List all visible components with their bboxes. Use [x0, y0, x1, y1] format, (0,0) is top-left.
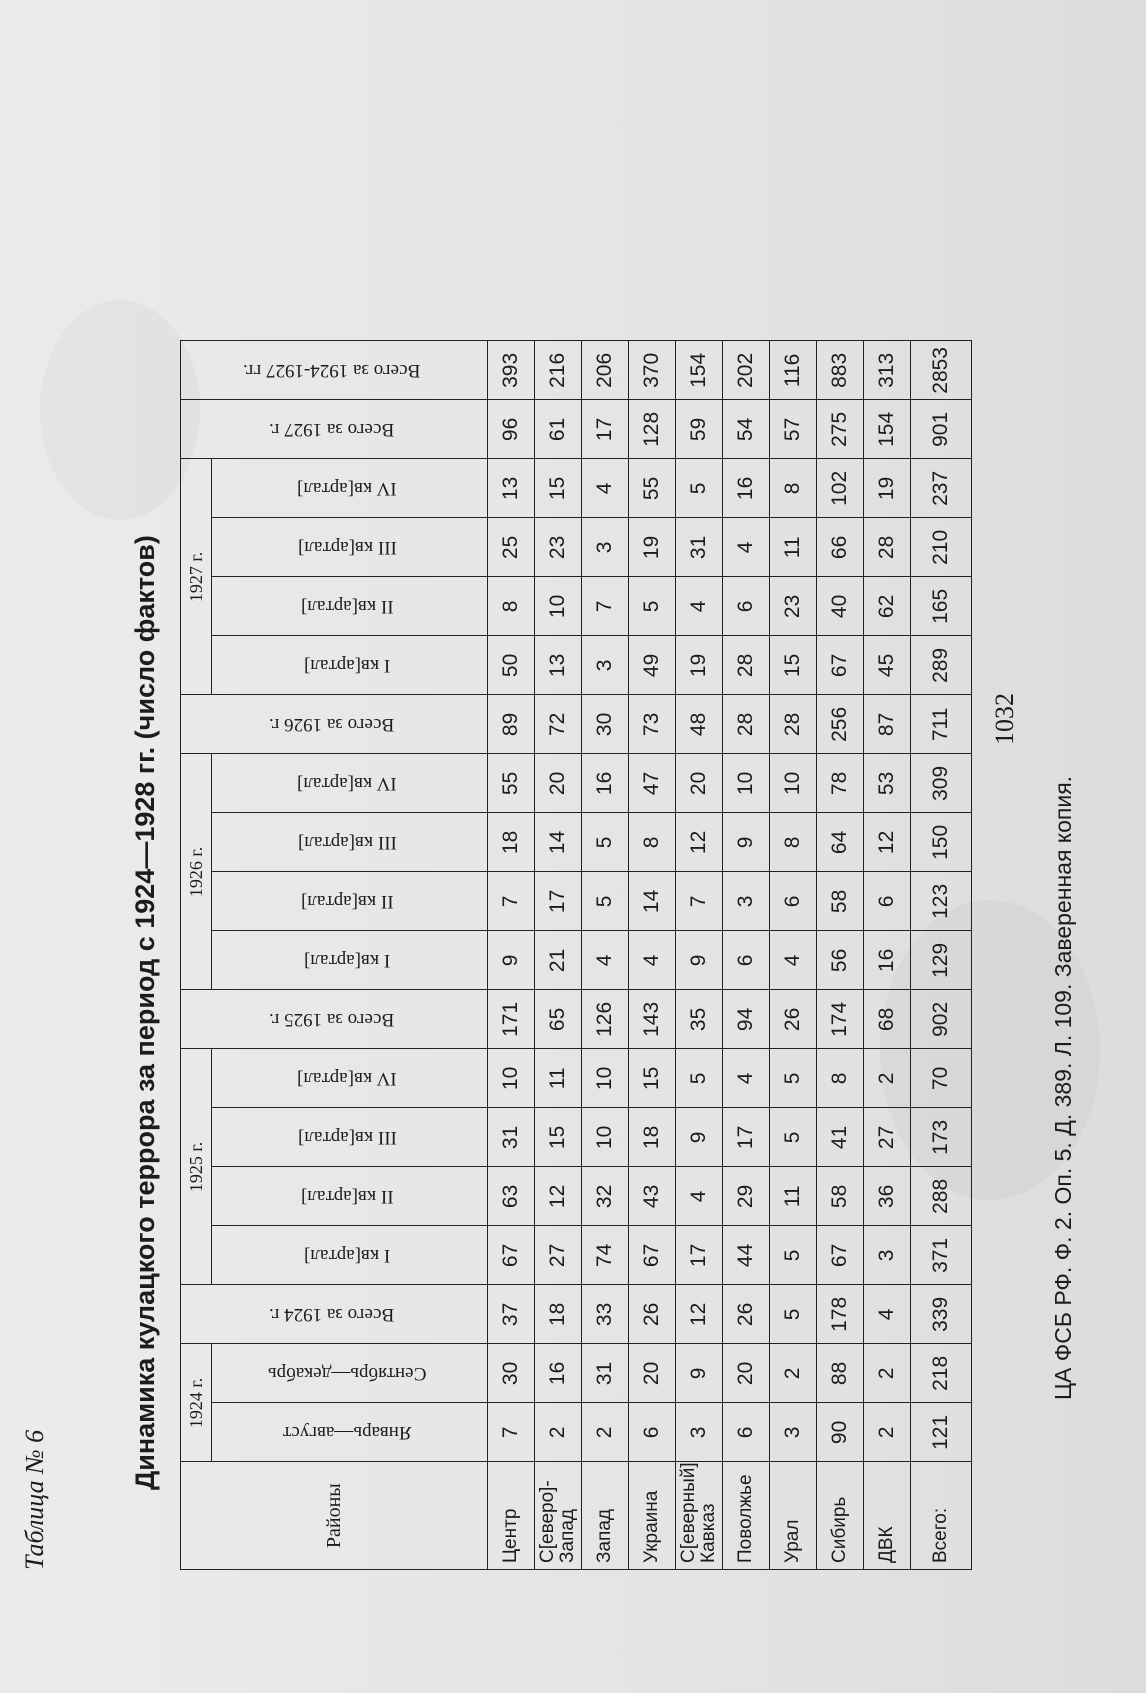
table-cell: 17: [535, 872, 582, 931]
table-cell: 15: [535, 459, 582, 518]
table-row: [770, 341, 817, 1570]
table-cell: 6: [770, 872, 817, 931]
table-cell: 5: [770, 1108, 817, 1167]
table-cell: 171: [488, 990, 535, 1049]
table-cell: 16: [864, 931, 911, 990]
total-column-header: Всего за 1924 г.: [181, 1285, 488, 1344]
period-column-header: IV кв[артал]: [212, 754, 488, 813]
table-cell: 2: [535, 1403, 582, 1462]
table-cell: 8: [817, 1049, 864, 1108]
table-cell: 41: [817, 1108, 864, 1167]
table-cell: 57: [770, 400, 817, 459]
table-cell: 150: [911, 813, 972, 872]
table-cell: 50: [488, 636, 535, 695]
table-cell: 9: [723, 813, 770, 872]
table-cell: 43: [629, 1167, 676, 1226]
year-group-header: 1924 г.: [181, 1344, 212, 1462]
table-cell: 28: [723, 695, 770, 754]
region-name: Запад: [582, 1462, 629, 1570]
table-cell: 72: [535, 695, 582, 754]
table-cell: 28: [723, 636, 770, 695]
table-cell: 216: [535, 341, 582, 400]
table-cell: 4: [676, 577, 723, 636]
table-cell: 711: [911, 695, 972, 754]
table-cell: 2853: [911, 341, 972, 400]
period-column-header: III кв[артал]: [212, 1108, 488, 1167]
year-group-header: 1925 г.: [181, 1049, 212, 1285]
table-cell: 18: [535, 1285, 582, 1344]
table-cell: 4: [582, 459, 629, 518]
table-cell: 6: [864, 872, 911, 931]
table-cell: 18: [488, 813, 535, 872]
table-cell: 27: [535, 1226, 582, 1285]
table-cell: 37: [488, 1285, 535, 1344]
table-row: [676, 341, 723, 1570]
table-cell: 11: [770, 518, 817, 577]
source-note: ЦА ФСБ РФ. Ф. 2. Оп. 5. Д. 389. Л. 109. Заверенная копия.: [1050, 775, 1076, 1400]
period-column-header: Январь—август: [212, 1403, 488, 1462]
table-cell: 3: [582, 518, 629, 577]
year-group-header: 1926 г.: [181, 754, 212, 990]
table-cell: 21: [535, 931, 582, 990]
table-cell: 61: [535, 400, 582, 459]
table-cell: 45: [864, 636, 911, 695]
region-name: Сибирь: [817, 1462, 864, 1570]
table-cell: 28: [864, 518, 911, 577]
rotated-content: [0, 30, 1120, 1670]
table-cell: 3: [723, 872, 770, 931]
table-cell: 74: [582, 1226, 629, 1285]
table-cell: 4: [864, 1285, 911, 1344]
table-cell: 309: [911, 754, 972, 813]
table-cell: 20: [629, 1344, 676, 1403]
table-row: [535, 341, 582, 1570]
table-cell: 7: [676, 872, 723, 931]
table-cell: 94: [723, 990, 770, 1049]
table-cell: 178: [817, 1285, 864, 1344]
region-name: Украина: [629, 1462, 676, 1570]
table-cell: 78: [817, 754, 864, 813]
table-cell: 4: [723, 518, 770, 577]
table-cell: 23: [535, 518, 582, 577]
period-column-header: I кв[артал]: [212, 1226, 488, 1285]
table-cell: 23: [770, 577, 817, 636]
table-cell: 256: [817, 695, 864, 754]
table-cell: 4: [582, 931, 629, 990]
table-cell: 26: [723, 1285, 770, 1344]
table-cell: 10: [723, 754, 770, 813]
table-cell: 901: [911, 400, 972, 459]
page-number: 1032: [990, 693, 1019, 745]
table-row: [723, 341, 770, 1570]
region-name: С[еверный] Кавказ: [676, 1462, 723, 1570]
table-cell: 154: [676, 341, 723, 400]
table-cell: 56: [817, 931, 864, 990]
table-cell: 16: [535, 1344, 582, 1403]
table-cell: 55: [488, 754, 535, 813]
table-cell: 8: [770, 459, 817, 518]
period-column-header: II кв[артал]: [212, 872, 488, 931]
table-cell: 10: [582, 1049, 629, 1108]
table-cell: 90: [817, 1403, 864, 1462]
table-cell: 30: [488, 1344, 535, 1403]
table-cell: 202: [723, 341, 770, 400]
table-cell: 218: [911, 1344, 972, 1403]
region-name: Центр: [488, 1462, 535, 1570]
table-cell: 15: [770, 636, 817, 695]
table-cell: 3: [582, 636, 629, 695]
table-cell: 9: [676, 1344, 723, 1403]
table-row: [817, 341, 864, 1570]
table-cell: 20: [723, 1344, 770, 1403]
region-header: Районы: [181, 1462, 488, 1570]
table-cell: 27: [864, 1108, 911, 1167]
table-cell: 26: [770, 990, 817, 1049]
table-cell: 237: [911, 459, 972, 518]
table-cell: 3: [770, 1403, 817, 1462]
table-body: [488, 341, 972, 1570]
table-cell: 5: [629, 577, 676, 636]
table-cell: 5: [582, 872, 629, 931]
table-cell: 339: [911, 1285, 972, 1344]
table-cell: 70: [911, 1049, 972, 1108]
region-name: Поволжье: [723, 1462, 770, 1570]
table-cell: 4: [770, 931, 817, 990]
table-cell: 67: [629, 1226, 676, 1285]
table-cell: 66: [817, 518, 864, 577]
table-cell: 31: [582, 1344, 629, 1403]
table-cell: 5: [770, 1226, 817, 1285]
table-cell: 33: [582, 1285, 629, 1344]
table-cell: 4: [676, 1167, 723, 1226]
period-column-header: III кв[артал]: [212, 518, 488, 577]
table-cell: 123: [911, 872, 972, 931]
table-cell: 393: [488, 341, 535, 400]
table-cell: 2: [864, 1344, 911, 1403]
table-cell: 16: [582, 754, 629, 813]
table-cell: 116: [770, 341, 817, 400]
period-column-header: IV кв[артал]: [212, 459, 488, 518]
table-cell: 2: [770, 1344, 817, 1403]
table-cell: 20: [676, 754, 723, 813]
table-cell: 126: [582, 990, 629, 1049]
total-row: [911, 341, 972, 1570]
table-cell: 15: [629, 1049, 676, 1108]
table-cell: 15: [535, 1108, 582, 1167]
table-cell: 11: [535, 1049, 582, 1108]
table-cell: 49: [629, 636, 676, 695]
table-cell: 10: [535, 577, 582, 636]
table-cell: 6: [723, 577, 770, 636]
table-cell: 89: [488, 695, 535, 754]
table-cell: 121: [911, 1403, 972, 1462]
table-cell: 67: [817, 636, 864, 695]
table-cell: 35: [676, 990, 723, 1049]
table-cell: 6: [723, 1403, 770, 1462]
period-column-header: IV кв[артал]: [212, 1049, 488, 1108]
table-title: Динамика кулацкого террора за период с 1924—1928 гг. (число фактов): [130, 535, 160, 1490]
table-cell: 313: [864, 341, 911, 400]
table-cell: 128: [629, 400, 676, 459]
table-row: [864, 341, 911, 1570]
table-cell: 55: [629, 459, 676, 518]
period-column-header: I кв[артал]: [212, 931, 488, 990]
table-cell: 65: [535, 990, 582, 1049]
table-cell: 370: [629, 341, 676, 400]
table-cell: 4: [629, 931, 676, 990]
region-name: Урал: [770, 1462, 817, 1570]
table-cell: 87: [864, 695, 911, 754]
table-cell: 10: [582, 1108, 629, 1167]
table-cell: 28: [770, 695, 817, 754]
table-cell: 883: [817, 341, 864, 400]
table-cell: 20: [535, 754, 582, 813]
table-cell: 5: [582, 813, 629, 872]
region-name: ДВК: [864, 1462, 911, 1570]
column-header-row: [212, 341, 488, 1570]
table-cell: 5: [676, 1049, 723, 1108]
table-cell: 9: [676, 1108, 723, 1167]
table-number-label: Таблица № 6: [20, 1429, 49, 1570]
table-cell: 12: [535, 1167, 582, 1226]
period-column-header: II кв[артал]: [212, 577, 488, 636]
table-cell: 58: [817, 872, 864, 931]
table-cell: 275: [817, 400, 864, 459]
table-cell: 12: [864, 813, 911, 872]
table-cell: 96: [488, 400, 535, 459]
table-cell: 8: [770, 813, 817, 872]
table-cell: 12: [676, 813, 723, 872]
table-cell: 165: [911, 577, 972, 636]
period-column-header: II кв[артал]: [212, 1167, 488, 1226]
table-cell: 25: [488, 518, 535, 577]
table-row: [488, 341, 535, 1570]
table-cell: 12: [676, 1285, 723, 1344]
table-cell: 8: [629, 813, 676, 872]
table-cell: 7: [582, 577, 629, 636]
total-column-header: Всего за 1927 г.: [181, 400, 488, 459]
table-cell: 9: [488, 931, 535, 990]
table-cell: 371: [911, 1226, 972, 1285]
table-cell: 53: [864, 754, 911, 813]
year-header-row: [181, 341, 212, 1570]
table-cell: 10: [770, 754, 817, 813]
table-cell: 13: [488, 459, 535, 518]
table-cell: 8: [488, 577, 535, 636]
table-cell: 31: [676, 518, 723, 577]
total-column-header: Всего за 1924-1927 гг.: [181, 341, 488, 400]
table-cell: 143: [629, 990, 676, 1049]
table-cell: 19: [864, 459, 911, 518]
table-cell: 5: [676, 459, 723, 518]
table-cell: 58: [817, 1167, 864, 1226]
table-cell: 68: [864, 990, 911, 1049]
table-cell: 289: [911, 636, 972, 695]
table-cell: 47: [629, 754, 676, 813]
period-column-header: Сентябрь—декабрь: [212, 1344, 488, 1403]
table-cell: 88: [817, 1344, 864, 1403]
table-cell: 63: [488, 1167, 535, 1226]
table-cell: 2: [864, 1049, 911, 1108]
table-cell: 44: [723, 1226, 770, 1285]
table-cell: 29: [723, 1167, 770, 1226]
table-cell: 14: [535, 813, 582, 872]
table-cell: 62: [864, 577, 911, 636]
table-cell: 154: [864, 400, 911, 459]
table-cell: 18: [629, 1108, 676, 1167]
table-cell: 902: [911, 990, 972, 1049]
table-cell: 5: [770, 1285, 817, 1344]
table-cell: 2: [864, 1403, 911, 1462]
table-cell: 102: [817, 459, 864, 518]
table-cell: 14: [629, 872, 676, 931]
table-cell: 73: [629, 695, 676, 754]
table-cell: 2: [582, 1403, 629, 1462]
table-cell: 31: [488, 1108, 535, 1167]
table-cell: 3: [864, 1226, 911, 1285]
table-cell: 16: [723, 459, 770, 518]
table-cell: 174: [817, 990, 864, 1049]
table-cell: 26: [629, 1285, 676, 1344]
table-cell: 288: [911, 1167, 972, 1226]
table-cell: 40: [817, 577, 864, 636]
table-cell: 19: [629, 518, 676, 577]
table-cell: 9: [676, 931, 723, 990]
region-name: Всего:: [911, 1462, 972, 1570]
table-cell: 4: [723, 1049, 770, 1108]
table-cell: 6: [723, 931, 770, 990]
table-cell: 19: [676, 636, 723, 695]
table-cell: 206: [582, 341, 629, 400]
table-row: [582, 341, 629, 1570]
table-cell: 7: [488, 1403, 535, 1462]
kulak-terror-table: [180, 340, 972, 1570]
table-cell: 67: [817, 1226, 864, 1285]
year-group-header: 1927 г.: [181, 459, 212, 695]
period-column-header: III кв[артал]: [212, 813, 488, 872]
table-cell: 67: [488, 1226, 535, 1285]
table-cell: 17: [723, 1108, 770, 1167]
table-cell: 210: [911, 518, 972, 577]
period-column-header: I кв[артал]: [212, 636, 488, 695]
table-cell: 64: [817, 813, 864, 872]
table-cell: 32: [582, 1167, 629, 1226]
table-cell: 5: [770, 1049, 817, 1108]
total-column-header: Всего за 1926 г.: [181, 695, 488, 754]
table-cell: 10: [488, 1049, 535, 1108]
region-name: С[еверо]-Запад: [535, 1462, 582, 1570]
table-row: [629, 341, 676, 1570]
total-column-header: Всего за 1925 г.: [181, 990, 488, 1049]
table-cell: 48: [676, 695, 723, 754]
table-cell: 3: [676, 1403, 723, 1462]
table-cell: 173: [911, 1108, 972, 1167]
table-cell: 59: [676, 400, 723, 459]
table-cell: 129: [911, 931, 972, 990]
table-cell: 6: [629, 1403, 676, 1462]
table-cell: 54: [723, 400, 770, 459]
table-cell: 30: [582, 695, 629, 754]
table-cell: 36: [864, 1167, 911, 1226]
table-cell: 17: [676, 1226, 723, 1285]
table-cell: 17: [582, 400, 629, 459]
table-cell: 13: [535, 636, 582, 695]
table-cell: 11: [770, 1167, 817, 1226]
table-cell: 7: [488, 872, 535, 931]
